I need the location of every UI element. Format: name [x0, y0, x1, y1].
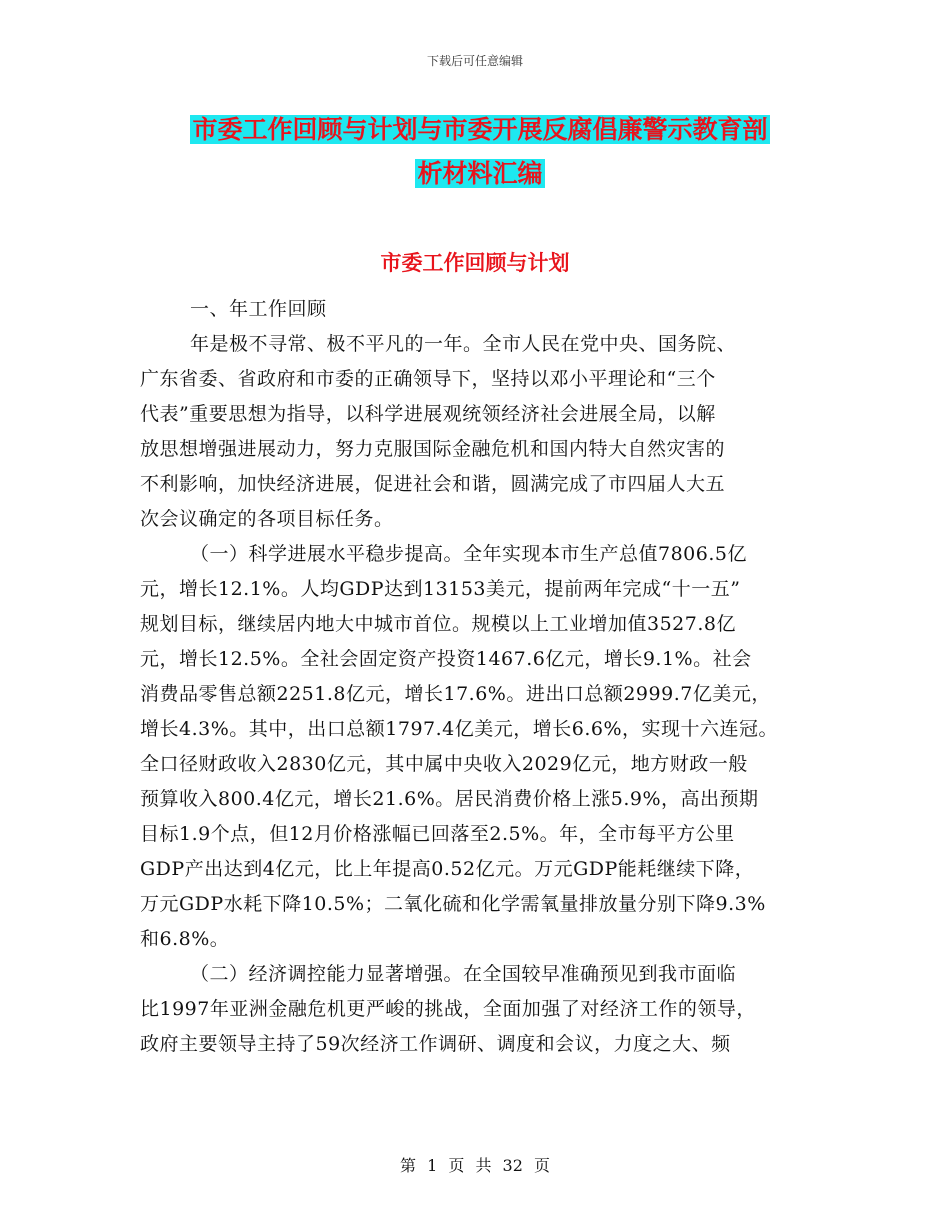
body-text — [140, 292, 820, 1062]
text-line: 万元GDP水耗下降10.5%；二氧化硫和化学需氧量排放量分别下降9.3% — [140, 893, 766, 915]
text-line: 消费品零售总额2251.8亿元，增长17.6%。进出口总额2999.7亿美元， — [140, 683, 771, 705]
text-line: 政府主要领导主持了59次经济工作调研、调度和会议，力度之大、频 — [140, 1033, 731, 1055]
document-title — [130, 108, 830, 196]
text-line: 放思想增强进展动力，努力克服国际金融危机和国内特大自然灾害的 — [140, 438, 726, 460]
section-heading: 市委工作回顾与计划 — [380, 251, 570, 275]
text-line: 目标1.9个点，但12月价格涨幅已回落至2.5%。年，全市每平方公里 — [140, 823, 735, 845]
text-line: 预算收入800.4亿元，增长21.6%。居民消费价格上涨5.9%，高出预期 — [140, 788, 759, 810]
text-line: 增长4.3%。其中，出口总额1797.4亿美元，增长6.6%，实现十六连冠。 — [140, 718, 779, 740]
text-line: 次会议确定的各项目标任务。 — [140, 508, 394, 530]
text-line: 年是极不寻常、极不平凡的一年。全市人民在党中央、国务院、 — [190, 333, 737, 355]
text-line: 一、年工作回顾 — [190, 298, 327, 320]
header-note: 下载后可任意编辑 — [426, 54, 523, 68]
page-footer: 第 1 页 共 32 页 — [400, 1156, 550, 1175]
text-line: 比1997年亚洲金融危机更严峻的挑战，全面加强了对经济工作的领导， — [140, 998, 756, 1020]
text-line: 广东省委、省政府和市委的正确领导下，坚持以邓小平理论和“三个 — [140, 368, 716, 390]
text-line: GDP产出达到4亿元，比上年提高0.52亿元。万元GDP能耗继续下降， — [140, 858, 755, 880]
text-line: （一）科学进展水平稳步提高。全年实现本市生产总值7806.5亿 — [190, 543, 747, 565]
text-line: 不利影响，加快经济进展，促进社会和谐，圆满完成了市四届人大五 — [140, 473, 726, 495]
text-line: 代表”重要思想为指导，以科学进展观统领经济社会进展全局，以解 — [140, 403, 716, 425]
text-line: 规划目标，继续居内地大中城市首位。规模以上工业增加值3527.8亿 — [140, 613, 736, 635]
text-line: 元，增长12.1%。人均GDP达到13153美元，提前两年完成“十一五” — [140, 578, 741, 600]
title-line-2: 析材料汇编 — [417, 159, 543, 188]
title-line-1: 市委工作回顾与计划与市委开展反腐倡廉警示教育剖 — [192, 115, 768, 144]
text-line: 全口径财政收入2830亿元，其中属中央收入2029亿元，地方财政一般 — [140, 753, 748, 775]
text-line: 和6.8%。 — [140, 928, 230, 950]
text-line: （二）经济调控能力显著增强。在全国较早准确预见到我市面临 — [190, 963, 737, 985]
text-line: 元，增长12.5%。全社会固定资产投资1467.6亿元，增长9.1%。社会 — [140, 648, 752, 670]
